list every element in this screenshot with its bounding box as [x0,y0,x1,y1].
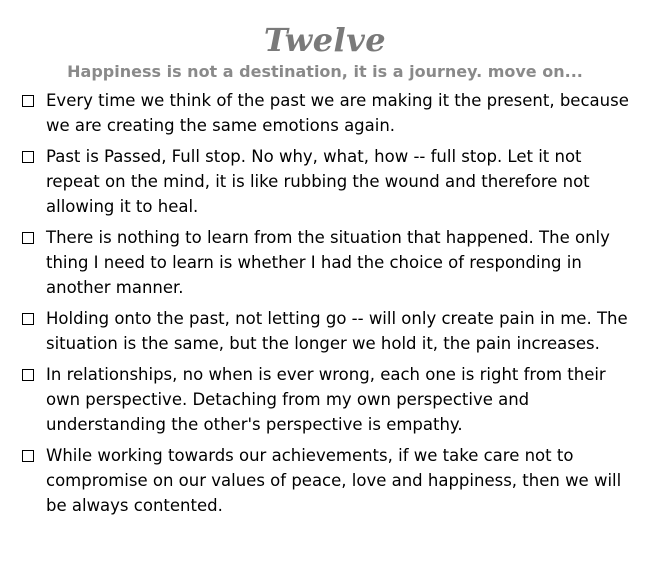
page-subtitle: Happiness is not a destination, it is a journey. move on... [67,62,583,81]
checkbox-icon [22,313,34,325]
checkbox-icon [22,450,34,462]
checkbox-icon [22,232,34,244]
list-item-text: Holding onto the past, not letting go -- will only create pain in me. The situation is the same, but the longer we hold it, the pain increases. [46,309,628,353]
list-item [20,362,630,437]
list-item [20,144,630,219]
list-item [20,306,630,356]
checkbox-icon [22,369,34,381]
list-item-text: While working towards our achievements, if we take care not to compromise on our values of peace, love and happiness, then we will be always contented. [46,446,622,515]
list-item [20,225,630,300]
checkbox-icon [22,95,34,107]
bullet-list [20,88,630,518]
list-item-text: Every time we think of the past we are making it the present, because we are creating the same emotions again. [46,91,629,135]
page-title: Twelve [263,21,387,59]
list-item-text: In relationships, no when is ever wrong, each one is right from their own perspective. Detaching from my own perspective and understanding the other's perspective is empathy. [46,365,606,434]
list-item [20,88,630,138]
list-item [20,443,630,518]
checkbox-icon [22,151,34,163]
list-item-text: There is nothing to learn from the situation that happened. The only thing I need to learn is whether I had the choice of responding in another manner. [46,228,610,297]
list-item-text: Past is Passed, Full stop. No why, what, how -- full stop. Let it not repeat on the mind, it is like rubbing the wound and therefore not allowing it to heal. [46,147,590,216]
